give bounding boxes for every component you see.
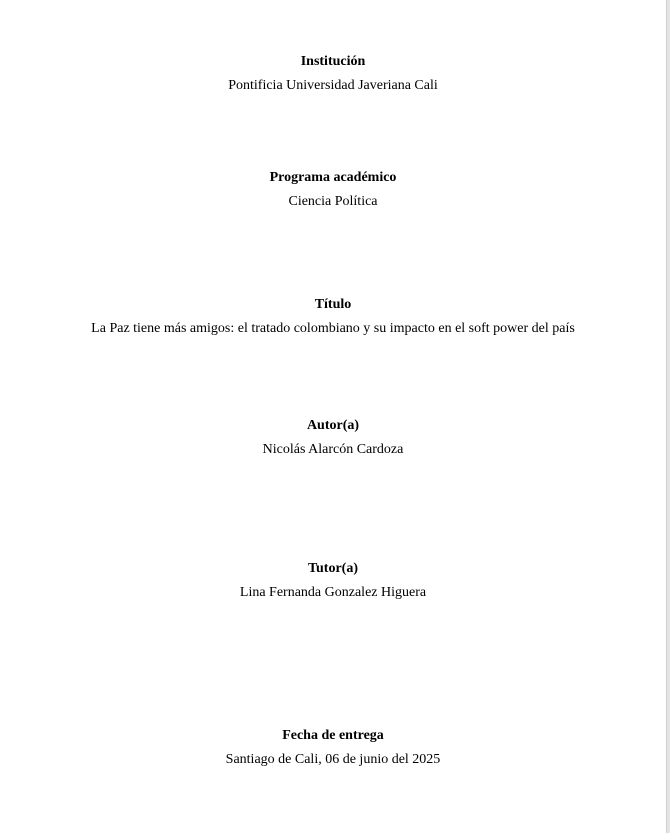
tutor-label: Tutor(a) bbox=[307, 561, 359, 576]
program-value: Ciencia Política bbox=[288, 194, 378, 209]
title-label: Título bbox=[314, 297, 352, 312]
delivery-date-label: Fecha de entrega bbox=[282, 728, 384, 743]
delivery-date-section bbox=[0, 728, 666, 768]
program-label: Programa académico bbox=[269, 170, 397, 185]
title-section bbox=[0, 297, 666, 337]
institution-value: Pontificia Universidad Javeriana Cali bbox=[228, 78, 438, 93]
institution-section bbox=[0, 54, 666, 94]
tutor-section bbox=[0, 561, 666, 601]
institution-label: Institución bbox=[300, 54, 366, 69]
page-edge-divider bbox=[666, 0, 670, 833]
tutor-value: Lina Fernanda Gonzalez Higuera bbox=[239, 585, 427, 600]
delivery-date-value: Santiago de Cali, 06 de junio del 2025 bbox=[225, 752, 441, 767]
author-label: Autor(a) bbox=[306, 418, 360, 433]
title-value: La Paz tiene más amigos: el tratado colombiano y su impacto en el soft power del país bbox=[91, 321, 575, 336]
author-section bbox=[0, 418, 666, 458]
program-section bbox=[0, 170, 666, 210]
author-value: Nicolás Alarcón Cardoza bbox=[262, 442, 404, 457]
